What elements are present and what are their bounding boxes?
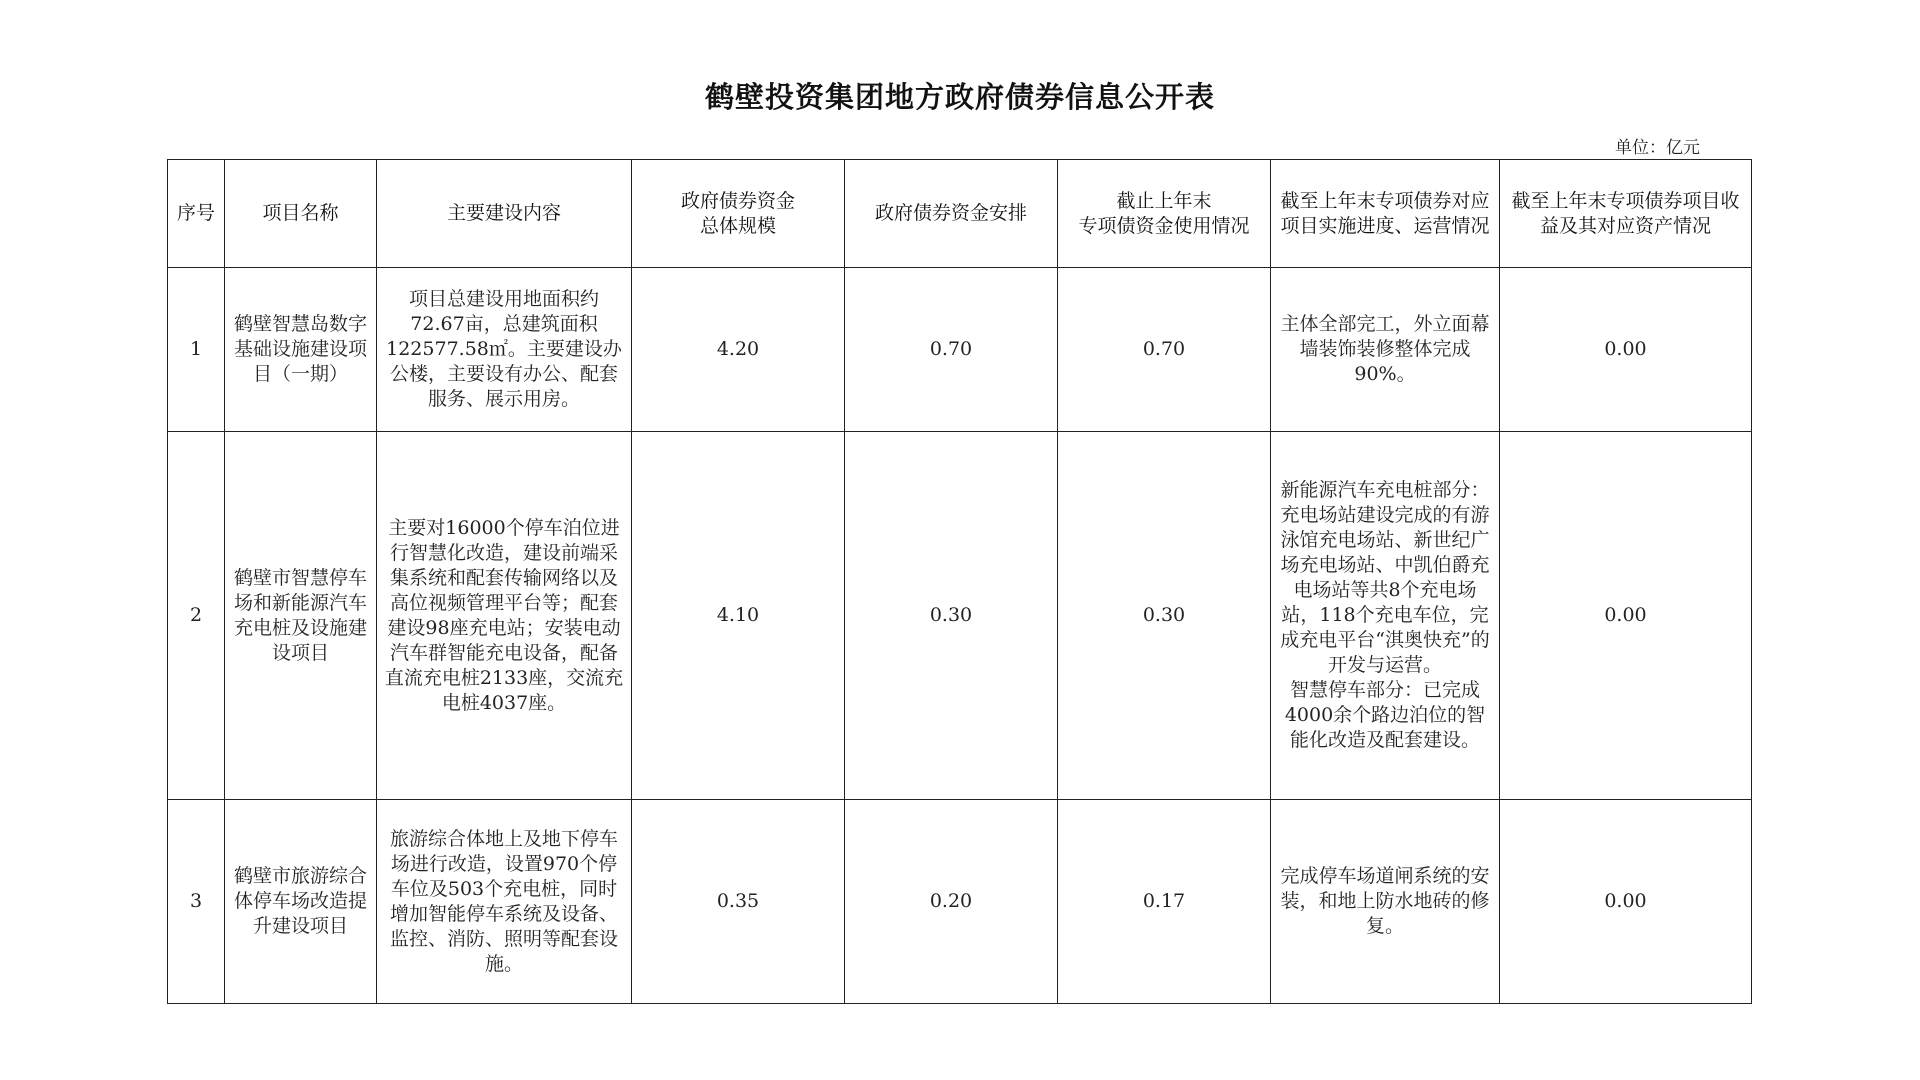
header-bond-arrangement: 政府债券资金安排 xyxy=(845,160,1058,268)
table-header-row xyxy=(168,160,1752,268)
header-project-progress: 截至上年末专项债券对应项目实施进度、运营情况 xyxy=(1271,160,1500,268)
header-bond-usage: 截止上年末 专项债资金使用情况 xyxy=(1058,160,1271,268)
cell-bond-arrangement: 0.30 xyxy=(845,432,1058,800)
cell-project-progress: 完成停车场道闸系统的安装，和地上防水地砖的修复。 xyxy=(1271,800,1500,1004)
table-row xyxy=(168,432,1752,800)
cell-bond-usage: 0.70 xyxy=(1058,268,1271,432)
header-bond-scale: 政府债券资金 总体规模 xyxy=(632,160,845,268)
cell-seq: 3 xyxy=(168,800,225,1004)
cell-project-progress: 主体全部完工，外立面幕墙装饰装修整体完成90%。 xyxy=(1271,268,1500,432)
cell-main-content: 项目总建设用地面积约72.67亩，总建筑面积122577.58㎡。主要建设办公楼，主要设有办公、配套服务、展示用房。 xyxy=(377,268,632,432)
cell-bond-scale: 4.20 xyxy=(632,268,845,432)
bond-info-table xyxy=(167,159,1752,1004)
cell-project-income: 0.00 xyxy=(1500,800,1752,1004)
cell-main-content: 主要对16000个停车泊位进行智慧化改造，建设前端采集系统和配套传输网络以及高位视频管理平台等；配套建设98座充电站；安装电动汽车群智能充电设备，配备直流充电桩2133座，交流充电桩4037座。 xyxy=(377,432,632,800)
cell-project-name: 鹤壁智慧岛数字基础设施建设项目（一期） xyxy=(225,268,377,432)
cell-project-name: 鹤壁市旅游综合体停车场改造提升建设项目 xyxy=(225,800,377,1004)
cell-project-progress: 新能源汽车充电桩部分：充电场站建设完成的有游泳馆充电场站、新世纪广场充电场站、中凯伯爵充电场站等共8个充电场站，118个充电车位，完成充电平台“淇奥快充”的开发与运营。 智慧停车部分：已完成4000余个路边泊位的智能化改造及配套建设。 xyxy=(1271,432,1500,800)
header-seq: 序号 xyxy=(168,160,225,268)
cell-bond-arrangement: 0.70 xyxy=(845,268,1058,432)
header-main-content: 主要建设内容 xyxy=(377,160,632,268)
cell-bond-scale: 4.10 xyxy=(632,432,845,800)
cell-bond-usage: 0.17 xyxy=(1058,800,1271,1004)
table-row xyxy=(168,268,1752,432)
cell-project-income: 0.00 xyxy=(1500,432,1752,800)
table-row xyxy=(168,800,1752,1004)
header-project-name: 项目名称 xyxy=(225,160,377,268)
cell-bond-arrangement: 0.20 xyxy=(845,800,1058,1004)
cell-project-name: 鹤壁市智慧停车场和新能源汽车充电桩及设施建设项目 xyxy=(225,432,377,800)
cell-bond-scale: 0.35 xyxy=(632,800,845,1004)
cell-seq: 1 xyxy=(168,268,225,432)
cell-seq: 2 xyxy=(168,432,225,800)
cell-bond-usage: 0.30 xyxy=(1058,432,1271,800)
cell-project-income: 0.00 xyxy=(1500,268,1752,432)
header-project-income: 截至上年末专项债券项目收益及其对应资产情况 xyxy=(1500,160,1752,268)
page-title: 鹤壁投资集团地方政府债券信息公开表 xyxy=(704,80,1215,114)
cell-main-content: 旅游综合体地上及地下停车场进行改造，设置970个停车位及503个充电桩，同时增加智能停车系统及设备、监控、消防、照明等配套设施。 xyxy=(377,800,632,1004)
unit-label: 单位：亿元 xyxy=(1615,138,1700,158)
